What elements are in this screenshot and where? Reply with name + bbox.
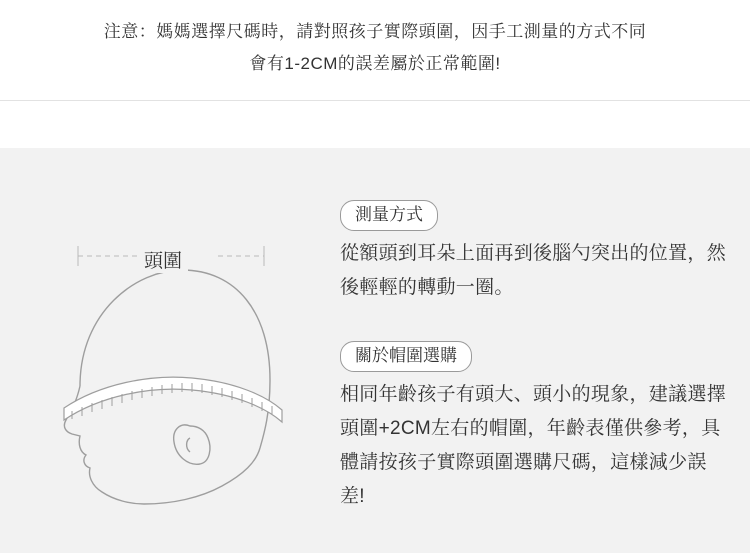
measurement-panel [0,148,750,553]
measure-method-block [340,200,730,305]
head-measure-illustration [40,208,330,528]
measure-method-text: 從額頭到耳朵上面再到後腦勺突出的位置，然後輕輕的轉動一圈。 [340,243,727,298]
head-circumference-label: 頭圍 [138,246,188,273]
instructions-column [340,200,730,514]
notice-line-2: 會有1-2CM的誤差屬於正常範圍! [249,54,501,73]
notice-block [0,0,750,100]
section-divider [0,100,750,101]
hat-size-tag: 關於帽圍選購 [340,341,472,372]
hat-size-text: 相同年齡孩子有頭大、頭小的現象，建議選擇頭圍+2CM左右的帽圍，年齡表僅供參考，具體請按孩子實際頭圍選購尺碼，這樣減少誤差! [340,384,727,507]
measuring-tape-icon [64,377,282,422]
notice-line-1: 注意：媽媽選擇尺碼時，請對照孩子實際頭圍，因手工測量的方式不同 [103,22,647,41]
measure-method-tag: 測量方式 [340,200,438,231]
hat-size-block [340,341,730,514]
